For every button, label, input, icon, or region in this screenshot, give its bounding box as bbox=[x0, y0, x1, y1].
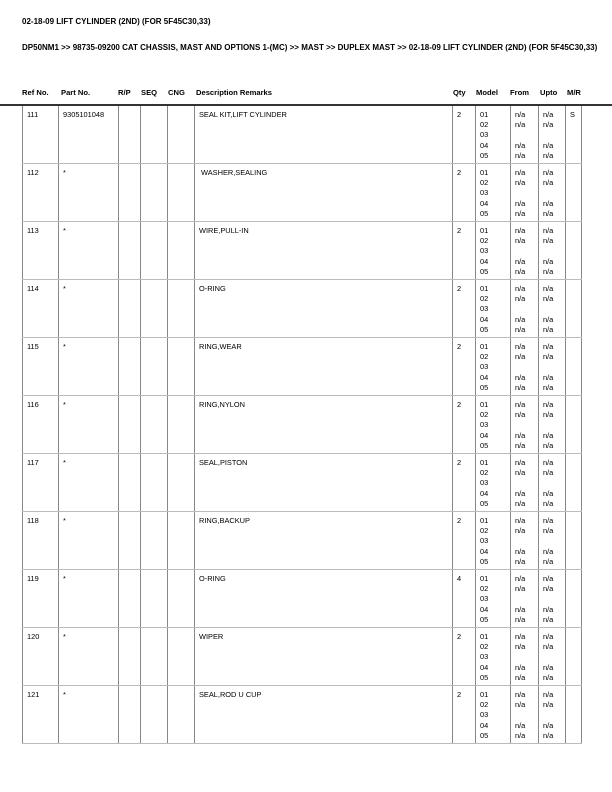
cell-mr bbox=[565, 396, 582, 453]
table-row bbox=[22, 454, 582, 512]
cell-seq bbox=[140, 396, 167, 453]
cell-seq bbox=[140, 628, 167, 685]
cell-desc: SEAL,PISTON bbox=[194, 454, 452, 511]
cell-from: n/a n/a n/a n/a bbox=[510, 338, 538, 395]
cell-upto: n/a n/a n/a n/a bbox=[538, 106, 565, 163]
cell-qty: 2 bbox=[452, 280, 475, 337]
cell-ref: 115 bbox=[22, 338, 58, 395]
cell-cng bbox=[167, 396, 194, 453]
cell-desc: WIRE,PULL-IN bbox=[194, 222, 452, 279]
table-row bbox=[22, 338, 582, 396]
table-row bbox=[22, 628, 582, 686]
cell-part: * bbox=[58, 338, 118, 395]
cell-seq bbox=[140, 338, 167, 395]
header-mr: M/R bbox=[567, 88, 581, 97]
cell-ref: 111 bbox=[22, 106, 58, 163]
cell-part: * bbox=[58, 686, 118, 743]
cell-model: 01 02 03 04 05 bbox=[475, 628, 510, 685]
cell-seq bbox=[140, 280, 167, 337]
cell-seq bbox=[140, 106, 167, 163]
header-rp: R/P bbox=[118, 88, 131, 97]
cell-ref: 120 bbox=[22, 628, 58, 685]
cell-ref: 114 bbox=[22, 280, 58, 337]
cell-qty: 2 bbox=[452, 222, 475, 279]
cell-part: * bbox=[58, 454, 118, 511]
header-seq: SEQ bbox=[141, 88, 158, 97]
cell-cng bbox=[167, 280, 194, 337]
cell-cng bbox=[167, 512, 194, 569]
cell-qty: 2 bbox=[452, 628, 475, 685]
cell-part: * bbox=[58, 570, 118, 627]
table-row bbox=[22, 164, 582, 222]
cell-seq bbox=[140, 454, 167, 511]
cell-ref: 121 bbox=[22, 686, 58, 743]
cell-ref: 112 bbox=[22, 164, 58, 221]
cell-upto: n/a n/a n/a n/a bbox=[538, 222, 565, 279]
cell-mr bbox=[565, 164, 582, 221]
page-title: 02-18-09 LIFT CYLINDER (2ND) (FOR 5F45C30,33) bbox=[22, 17, 211, 26]
cell-model: 01 02 03 04 05 bbox=[475, 686, 510, 743]
cell-upto: n/a n/a n/a n/a bbox=[538, 454, 565, 511]
cell-from: n/a n/a n/a n/a bbox=[510, 628, 538, 685]
cell-rp bbox=[118, 222, 140, 279]
cell-mr bbox=[565, 686, 582, 743]
cell-qty: 2 bbox=[452, 106, 475, 163]
cell-ref: 116 bbox=[22, 396, 58, 453]
cell-upto: n/a n/a n/a n/a bbox=[538, 628, 565, 685]
cell-rp bbox=[118, 164, 140, 221]
cell-seq bbox=[140, 164, 167, 221]
cell-cng bbox=[167, 570, 194, 627]
cell-rp bbox=[118, 628, 140, 685]
cell-upto: n/a n/a n/a n/a bbox=[538, 570, 565, 627]
table-row bbox=[22, 280, 582, 338]
cell-upto: n/a n/a n/a n/a bbox=[538, 396, 565, 453]
header-qty: Qty bbox=[453, 88, 466, 97]
cell-rp bbox=[118, 570, 140, 627]
cell-mr bbox=[565, 454, 582, 511]
cell-desc: RING,BACKUP bbox=[194, 512, 452, 569]
cell-desc: WIPER bbox=[194, 628, 452, 685]
table-row bbox=[22, 686, 582, 744]
cell-mr: S bbox=[565, 106, 582, 163]
cell-rp bbox=[118, 512, 140, 569]
cell-qty: 2 bbox=[452, 396, 475, 453]
cell-mr bbox=[565, 512, 582, 569]
cell-model: 01 02 03 04 05 bbox=[475, 454, 510, 511]
cell-from: n/a n/a n/a n/a bbox=[510, 396, 538, 453]
cell-model: 01 02 03 04 05 bbox=[475, 512, 510, 569]
header-cng: CNG bbox=[168, 88, 185, 97]
cell-desc: SEAL,ROD U CUP bbox=[194, 686, 452, 743]
cell-part: * bbox=[58, 222, 118, 279]
table-row bbox=[22, 512, 582, 570]
cell-mr bbox=[565, 628, 582, 685]
header-from: From bbox=[510, 88, 529, 97]
cell-rp bbox=[118, 106, 140, 163]
table-row bbox=[22, 396, 582, 454]
cell-mr bbox=[565, 222, 582, 279]
cell-desc: SEAL KIT,LIFT CYLINDER bbox=[194, 106, 452, 163]
cell-seq bbox=[140, 686, 167, 743]
cell-qty: 2 bbox=[452, 512, 475, 569]
cell-seq bbox=[140, 512, 167, 569]
parts-table bbox=[22, 106, 582, 744]
cell-cng bbox=[167, 338, 194, 395]
cell-part: * bbox=[58, 280, 118, 337]
cell-ref: 118 bbox=[22, 512, 58, 569]
cell-ref: 117 bbox=[22, 454, 58, 511]
cell-qty: 2 bbox=[452, 338, 475, 395]
cell-upto: n/a n/a n/a n/a bbox=[538, 164, 565, 221]
cell-from: n/a n/a n/a n/a bbox=[510, 280, 538, 337]
cell-from: n/a n/a n/a n/a bbox=[510, 106, 538, 163]
cell-upto: n/a n/a n/a n/a bbox=[538, 280, 565, 337]
cell-cng bbox=[167, 628, 194, 685]
cell-part: * bbox=[58, 628, 118, 685]
cell-qty: 2 bbox=[452, 164, 475, 221]
cell-from: n/a n/a n/a n/a bbox=[510, 512, 538, 569]
cell-rp bbox=[118, 280, 140, 337]
cell-mr bbox=[565, 570, 582, 627]
cell-cng bbox=[167, 164, 194, 221]
cell-rp bbox=[118, 686, 140, 743]
cell-mr bbox=[565, 280, 582, 337]
cell-model: 01 02 03 04 05 bbox=[475, 164, 510, 221]
cell-upto: n/a n/a n/a n/a bbox=[538, 338, 565, 395]
cell-rp bbox=[118, 338, 140, 395]
cell-upto: n/a n/a n/a n/a bbox=[538, 512, 565, 569]
cell-cng bbox=[167, 106, 194, 163]
cell-from: n/a n/a n/a n/a bbox=[510, 222, 538, 279]
cell-from: n/a n/a n/a n/a bbox=[510, 164, 538, 221]
cell-from: n/a n/a n/a n/a bbox=[510, 686, 538, 743]
header-desc: Description Remarks bbox=[196, 88, 272, 97]
cell-upto: n/a n/a n/a n/a bbox=[538, 686, 565, 743]
cell-desc: RING,NYLON bbox=[194, 396, 452, 453]
cell-mr bbox=[565, 338, 582, 395]
cell-model: 01 02 03 04 05 bbox=[475, 106, 510, 163]
cell-seq bbox=[140, 222, 167, 279]
cell-rp bbox=[118, 396, 140, 453]
cell-part: * bbox=[58, 164, 118, 221]
header-ref: Ref No. bbox=[22, 88, 49, 97]
cell-qty: 4 bbox=[452, 570, 475, 627]
table-row bbox=[22, 106, 582, 164]
cell-desc: RING,WEAR bbox=[194, 338, 452, 395]
cell-desc: WASHER,SEALING bbox=[194, 164, 452, 221]
cell-model: 01 02 03 04 05 bbox=[475, 396, 510, 453]
cell-qty: 2 bbox=[452, 686, 475, 743]
cell-desc: O-RING bbox=[194, 570, 452, 627]
cell-from: n/a n/a n/a n/a bbox=[510, 570, 538, 627]
header-upto: Upto bbox=[540, 88, 558, 97]
cell-part: * bbox=[58, 512, 118, 569]
header-part: Part No. bbox=[61, 88, 91, 97]
cell-seq bbox=[140, 570, 167, 627]
cell-ref: 113 bbox=[22, 222, 58, 279]
cell-rp bbox=[118, 454, 140, 511]
cell-from: n/a n/a n/a n/a bbox=[510, 454, 538, 511]
header-model: Model bbox=[476, 88, 498, 97]
cell-cng bbox=[167, 686, 194, 743]
table-row bbox=[22, 222, 582, 280]
cell-cng bbox=[167, 222, 194, 279]
cell-model: 01 02 03 04 05 bbox=[475, 280, 510, 337]
breadcrumb: DP50NM1 >> 98735-09200 CAT CHASSIS, MAST AND OPTIONS 1-(MC) >> MAST >> DUPLEX MAST >> 02-18-09 LIFT CYLINDER (2ND) (FOR 5F45C30,33) bbox=[22, 43, 598, 52]
cell-desc: O-RING bbox=[194, 280, 452, 337]
cell-part: 9305101048 bbox=[58, 106, 118, 163]
cell-ref: 119 bbox=[22, 570, 58, 627]
cell-model: 01 02 03 04 05 bbox=[475, 338, 510, 395]
cell-cng bbox=[167, 454, 194, 511]
table-row bbox=[22, 570, 582, 628]
cell-model: 01 02 03 04 05 bbox=[475, 570, 510, 627]
cell-qty: 2 bbox=[452, 454, 475, 511]
cell-model: 01 02 03 04 05 bbox=[475, 222, 510, 279]
cell-part: * bbox=[58, 396, 118, 453]
